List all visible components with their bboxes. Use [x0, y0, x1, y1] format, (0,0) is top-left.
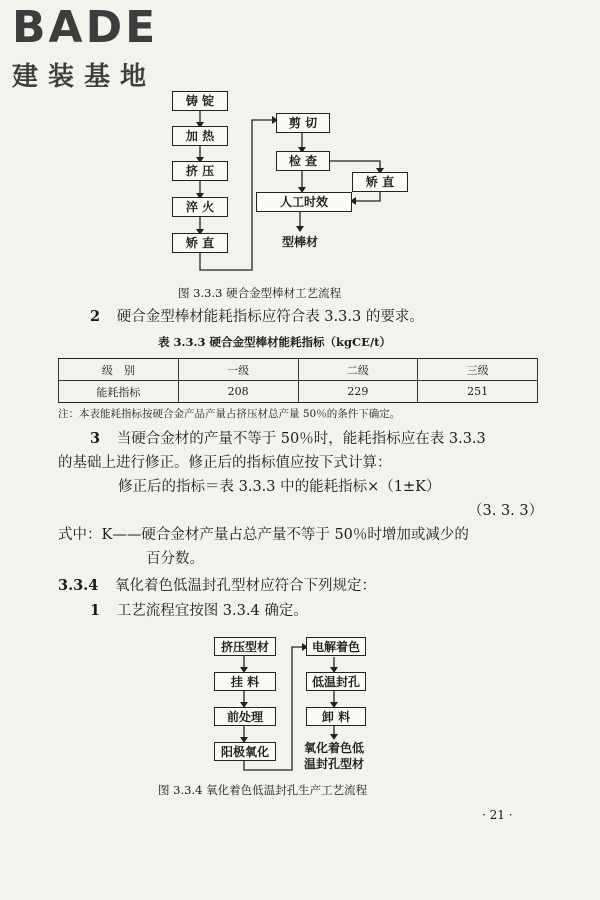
flow1-step-casting: 铸 锭: [172, 91, 228, 111]
flow2-step-hanging: 挂 料: [214, 672, 276, 691]
flow1-step-cutting: 剪 切: [276, 113, 330, 133]
flow1-step-quenching: 淬 火: [172, 197, 228, 217]
item-number: 1: [90, 602, 101, 619]
where-clause-line2: 百分数。: [146, 551, 204, 567]
paragraph-text: 硬合金型棒材能耗指标应符合表 3.3.3 的要求。: [116, 309, 424, 325]
table-title: 表 3.3.3 硬合金型棒材能耗指标（kgCE/t）: [158, 335, 391, 349]
item-text: 工艺流程宜按图 3.3.4 确定。: [116, 603, 308, 619]
logo-wordmark: BADE: [12, 2, 159, 53]
logo-chinese: 建装基地: [12, 62, 157, 92]
section-number: 3.3.4: [58, 577, 99, 594]
formula: 修正后的指标＝表 3.3.3 中的能耗指标×（1±K）: [118, 479, 441, 495]
table-header-cell: 二级: [298, 359, 418, 381]
where-clause-line1: 式中：K——硬合金材产量占总产量不等于 50％时增加或减少的: [58, 527, 469, 543]
flow2-step-low-temp-sealing: 低温封孔: [306, 672, 366, 691]
paragraph-number: 3: [90, 430, 101, 447]
table-cell: 229: [298, 381, 418, 403]
flow1-step-side-straightening: 矫 直: [352, 172, 408, 192]
flow1-step-inspection: 检 查: [276, 151, 330, 171]
table-header-cell: 级 别: [59, 359, 179, 381]
equation-number: （3. 3. 3）: [468, 503, 544, 519]
page-number: · 21 ·: [482, 808, 513, 822]
table-note: 注：本表能耗指标按硬合金产品产量占挤压材总产量 50％的条件下确定。: [58, 408, 401, 420]
section-text: 氧化着色低温封孔型材应符合下列规定：: [114, 578, 376, 594]
paragraph-number: 2: [90, 308, 101, 325]
flow1-step-aging: 人工时效: [256, 192, 352, 212]
figure-caption-3-3-4: 图 3.3.4 氧化着色低温封孔生产工艺流程: [158, 783, 368, 797]
flow2-step-anodizing: 阳极氧化: [214, 742, 276, 761]
flow2-step-pretreatment: 前处理: [214, 707, 276, 726]
flow2-output-line1: 氧化着色低: [304, 741, 365, 755]
table-cell: 能耗指标: [59, 381, 179, 403]
flow1-step-straightening: 矫 直: [172, 233, 228, 253]
flow2-output-line2: 温封孔型材: [304, 757, 365, 771]
table-header-cell: 三级: [418, 359, 538, 381]
flow1-step-extrusion: 挤 压: [172, 161, 228, 181]
paragraph-text: 当硬合金材的产量不等于 50％时，能耗指标应在表 3.3.3: [116, 431, 486, 447]
paragraph-3-line2: 的基础上进行修正。修正后的指标值应按下式计算：: [58, 455, 392, 471]
flow2-step-electrolytic-coloring: 电解着色: [306, 637, 366, 656]
figure-caption-3-3-3: 图 3.3.3 硬合金型棒材工艺流程: [178, 286, 342, 300]
table-cell: 251: [418, 381, 538, 403]
flow1-step-heating: 加 热: [172, 126, 228, 146]
flow2-output: [304, 740, 364, 772]
flow2-step-unloading: 卸 料: [306, 707, 366, 726]
flow1-output: 型棒材: [282, 235, 319, 249]
table-header-cell: 一级: [178, 359, 298, 381]
table-cell: 208: [178, 381, 298, 403]
flow2-step-extruded: 挤压型材: [214, 637, 276, 656]
